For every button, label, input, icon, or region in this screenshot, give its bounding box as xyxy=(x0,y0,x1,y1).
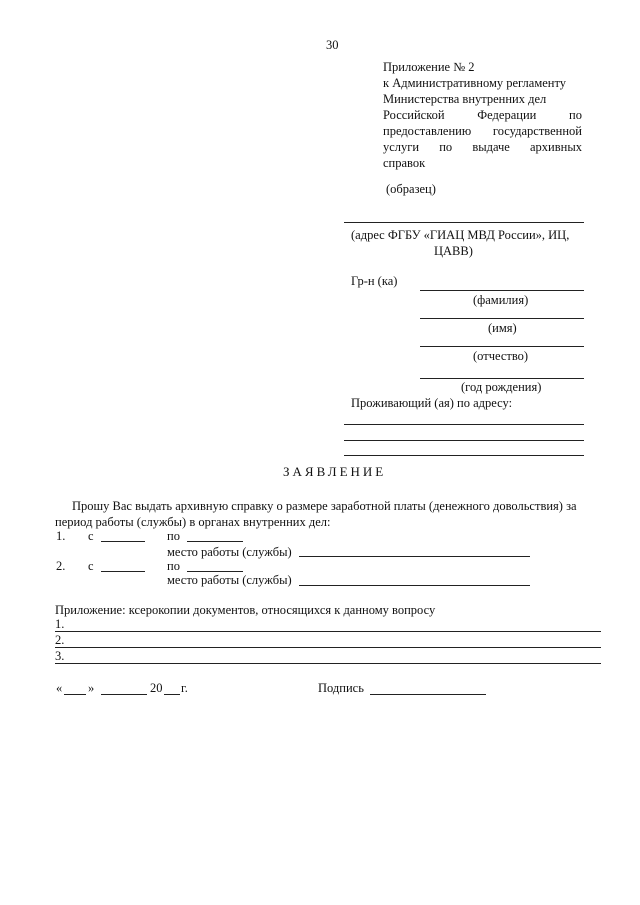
header-word: архивных xyxy=(529,140,582,154)
period-to-label: по xyxy=(167,529,180,543)
period-to-line[interactable] xyxy=(187,541,243,542)
patronymic-line[interactable] xyxy=(420,346,584,347)
birth-year-line[interactable] xyxy=(420,378,584,379)
period-to-label: по xyxy=(167,559,180,573)
birth-year-caption: (год рождения) xyxy=(461,380,542,394)
workplace-label: место работы (службы) xyxy=(167,545,292,559)
workplace-line[interactable] xyxy=(299,585,530,586)
attachment-line[interactable] xyxy=(55,631,601,632)
period-from-label: с xyxy=(88,559,94,573)
signature-line[interactable] xyxy=(370,694,486,695)
header-word: предоставлению xyxy=(383,124,472,138)
statement-title: ЗАЯВЛЕНИЕ xyxy=(283,464,387,479)
signature-label: Подпись xyxy=(318,681,364,695)
name-line[interactable] xyxy=(420,318,584,319)
attachments-label: Приложение: ксерокопии документов, относящихся к данному вопросу xyxy=(55,603,436,617)
addressee-caption: ЦАВВ) xyxy=(434,244,473,258)
date-year-line[interactable] xyxy=(164,694,180,695)
header-line: Министерства внутренних дел xyxy=(383,92,547,106)
period-number: 2. xyxy=(56,559,66,573)
date-quote-close: » xyxy=(88,681,95,695)
header-word: Российской xyxy=(383,108,445,122)
header-word: государственной xyxy=(492,124,582,138)
surname-caption: (фамилия) xyxy=(473,293,529,307)
header-line-justified xyxy=(383,124,582,138)
attachment-item-number: 2. xyxy=(55,633,65,647)
residence-label: Проживающий (ая) по адресу: xyxy=(351,396,513,410)
appendix-title: Приложение № 2 xyxy=(383,60,475,74)
sample-label: (образец) xyxy=(386,182,436,196)
workplace-line[interactable] xyxy=(299,556,530,557)
period-from-line[interactable] xyxy=(101,571,145,572)
attachment-item-number: 3. xyxy=(55,649,65,663)
period-from-label: с xyxy=(88,529,94,543)
header-line-justified xyxy=(383,140,582,154)
workplace-label: место работы (службы) xyxy=(167,573,292,587)
header-line: к Административному регламенту xyxy=(383,76,567,90)
attachment-line[interactable] xyxy=(55,663,601,664)
address-line[interactable] xyxy=(344,440,584,441)
surname-line[interactable] xyxy=(420,290,584,291)
patronymic-caption: (отчество) xyxy=(473,349,529,363)
date-year-prefix: 20 xyxy=(150,681,163,695)
name-caption: (имя) xyxy=(488,321,517,335)
header-line-justified xyxy=(383,108,582,122)
header-word: услуги xyxy=(383,140,420,154)
date-quote-open: « xyxy=(56,681,63,695)
addressee-caption: (адрес ФГБУ «ГИАЦ МВД России», ИЦ, xyxy=(351,228,570,242)
header-word: по xyxy=(439,140,453,154)
period-from-line[interactable] xyxy=(101,541,145,542)
statement-body: Прошу Вас выдать архивную справку о размере заработной платы (денежного довольствия) за xyxy=(72,499,577,513)
header-line: справок xyxy=(383,156,426,170)
address-line[interactable] xyxy=(344,424,584,425)
address-line[interactable] xyxy=(344,455,584,456)
attachment-line[interactable] xyxy=(55,647,601,648)
citizen-label: Гр-н (ка) xyxy=(351,274,398,288)
statement-body: период работы (службы) в органах внутренних дел: xyxy=(55,515,331,529)
header-word: выдаче xyxy=(472,140,510,154)
attachment-item-number: 1. xyxy=(55,617,65,631)
header-word: Федерации xyxy=(477,108,537,122)
header-word: по xyxy=(569,108,582,122)
page-number: 30 xyxy=(326,38,339,52)
period-number: 1. xyxy=(56,529,66,543)
date-month-line[interactable] xyxy=(101,694,147,695)
date-year-suffix: г. xyxy=(181,681,188,695)
date-day-line[interactable] xyxy=(64,694,86,695)
period-to-line[interactable] xyxy=(187,571,243,572)
addressee-line[interactable] xyxy=(344,222,584,223)
